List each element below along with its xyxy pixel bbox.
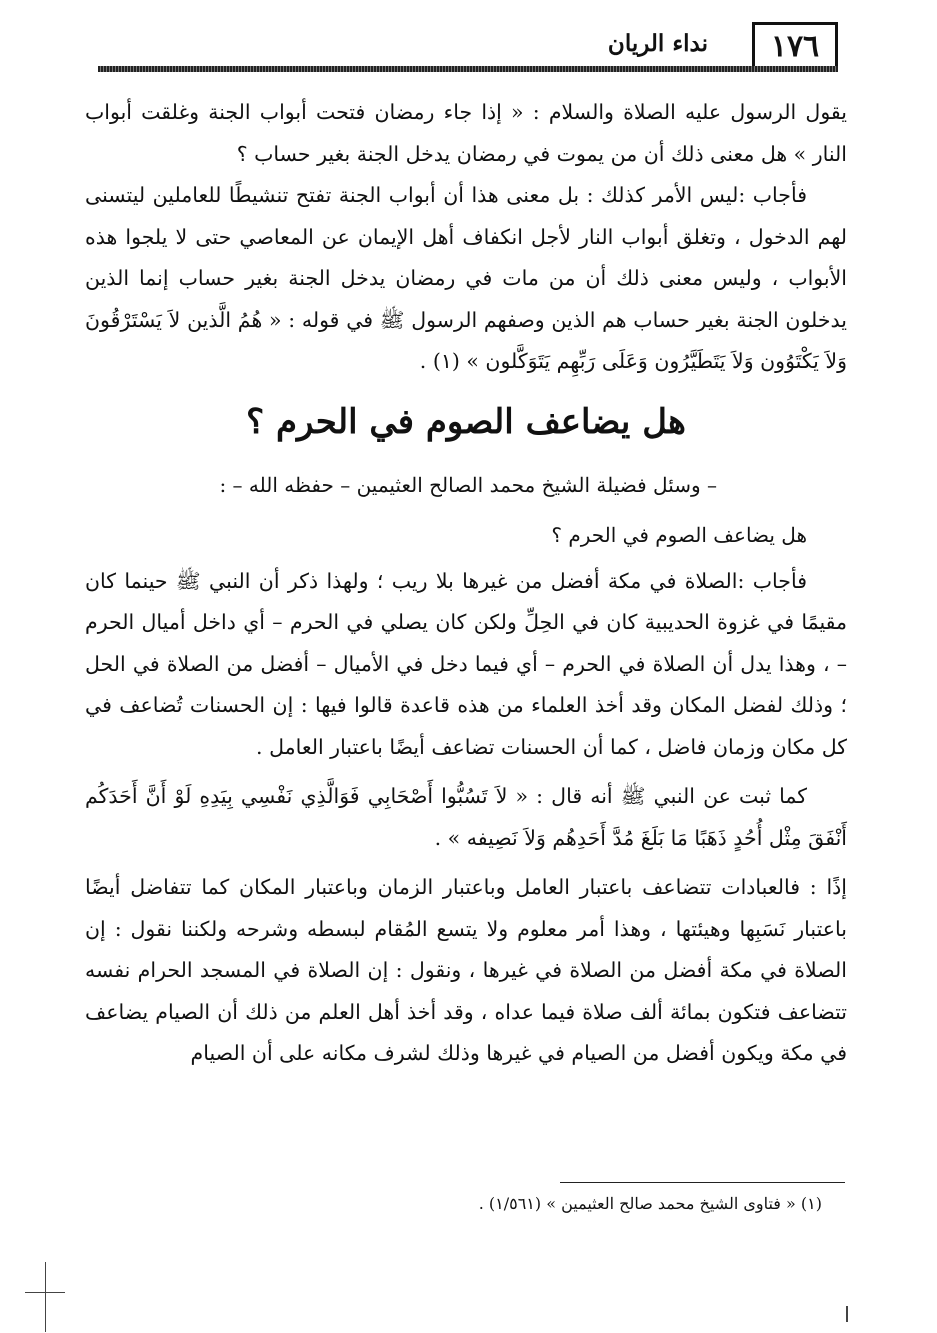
byline: – وسئل فضيلة الشيخ محمد الصالح العثيمين – حفظه الله – : xyxy=(219,472,717,497)
paragraph-answer-1: فأجاب :ليس الأمر كذلك : بل معنى هذا أن أبواب الجنة تفتح تنشيطًا للعاملين ليتسنى لهم الدخول ، وتغلق أبواب النار لأجل انكفاف أهل الإيمان عن المعاصي حتى لا يلجوا هذه الأبواب ، وليس معنى ذلك أن من مات في رمضان يدخل الجنة بغير حساب إنما الذين يدخلون الجنة بغير حساب هم الذين وصفهم الرسول ﷺ في قوله : « هُمُ الَّذين لاَ يَسْتَرْقُونَ وَلاَ يَكْتَوُون وَلاَ يَتَطَيَّرُون وَعَلَى رَبِّهِم يَتَوَكَّلون » (١) . xyxy=(85,183,847,373)
running-title: نداء الريان xyxy=(607,30,708,57)
paragraph-question-1: يقول الرسول عليه الصلاة والسلام : « إذا جاء رمضان فتحت أبواب الجنة وغلقت أبواب النار » هل معنى ذلك أن من يموت في رمضان يدخل الجنة بغير حساب ؟ xyxy=(85,100,847,166)
paragraph-answer-2: فأجاب :الصلاة في مكة أفضل من غيرها بلا ريب ؛ ولهذا ذكر أن النبي ﷺ حينما كان مقيمًا في غزوة الحديبية كان في الحِلِّ ولكن كان يصلي في الحرم – أي داخل أميال الحرم – ، وهذا يدل أن الصلاة في الحرم – أي فيما دخل في الأميال – أفضل من الصلاة في الحل ؛ وذلك لفضل المكان وقد أخذ العلماء من هذه قاعدة قالوا فيها : إن الحسنات تُضاعف في كل مكان وزمان فاضل ، كما أن الحسنات تضاعف أيضًا باعتبار العامل . xyxy=(85,568,847,759)
page-header xyxy=(98,22,838,74)
paragraph-conclusion: إذًا : فالعبادات تتضاعف باعتبار العامل وباعتبار الزمان وباعتبار المكان كما تتفاضل أيضًا باعتبار نَسَبِها وهيئتها ، وهذا أمر معلوم ولا يتسع المُقام لبسطه وشرحه ولكننا نقول : إن الصلاة في مكة أفضل من الصلاة في غيرها ، ونقول : إن الصلاة في المسجد الحرام نفسه تتضاعف فتكون بمائة ألف صلاة فيما عداه ، وقد أخذ أهل العلم من ذلك أن الصيام يضاعف في مكة ويكون أفضل من الصيام في غيرها وذلك لشرف مكانه على أن الصيام xyxy=(85,875,847,1065)
footnote-rule xyxy=(560,1182,845,1183)
section-question: هل يضاعف الصوم في الحرم ؟ xyxy=(551,522,807,547)
footnote: (١) « فتاوى الشيخ محمد صالح العثيمين » (١/٥٦١) . xyxy=(478,1194,822,1213)
page-number: ١٧٦ xyxy=(752,22,838,68)
header-rule xyxy=(98,66,838,72)
crop-mark xyxy=(45,1262,46,1332)
crop-mark xyxy=(25,1292,65,1293)
crop-mark xyxy=(846,1306,848,1322)
section-heading: هل يضاعف الصوم في الحرم ؟ xyxy=(246,401,686,442)
paragraph-hadith: كما ثبت عن النبي ﷺ أنه قال : « لاَ تَسُبُّوا أَصْحَابِي فَوَالَّذِي نَفْسِي بِيَدِهِ لَوْ أَنَّ أَحَدَكُم أَنْفَقَ مِثْل أُحُدٍ ذَهَبًا مَا بَلَغَ مُدَّ أَحَدِهُم وَلاَ نَصِيفه » . xyxy=(85,784,847,850)
body-text xyxy=(85,92,847,1075)
